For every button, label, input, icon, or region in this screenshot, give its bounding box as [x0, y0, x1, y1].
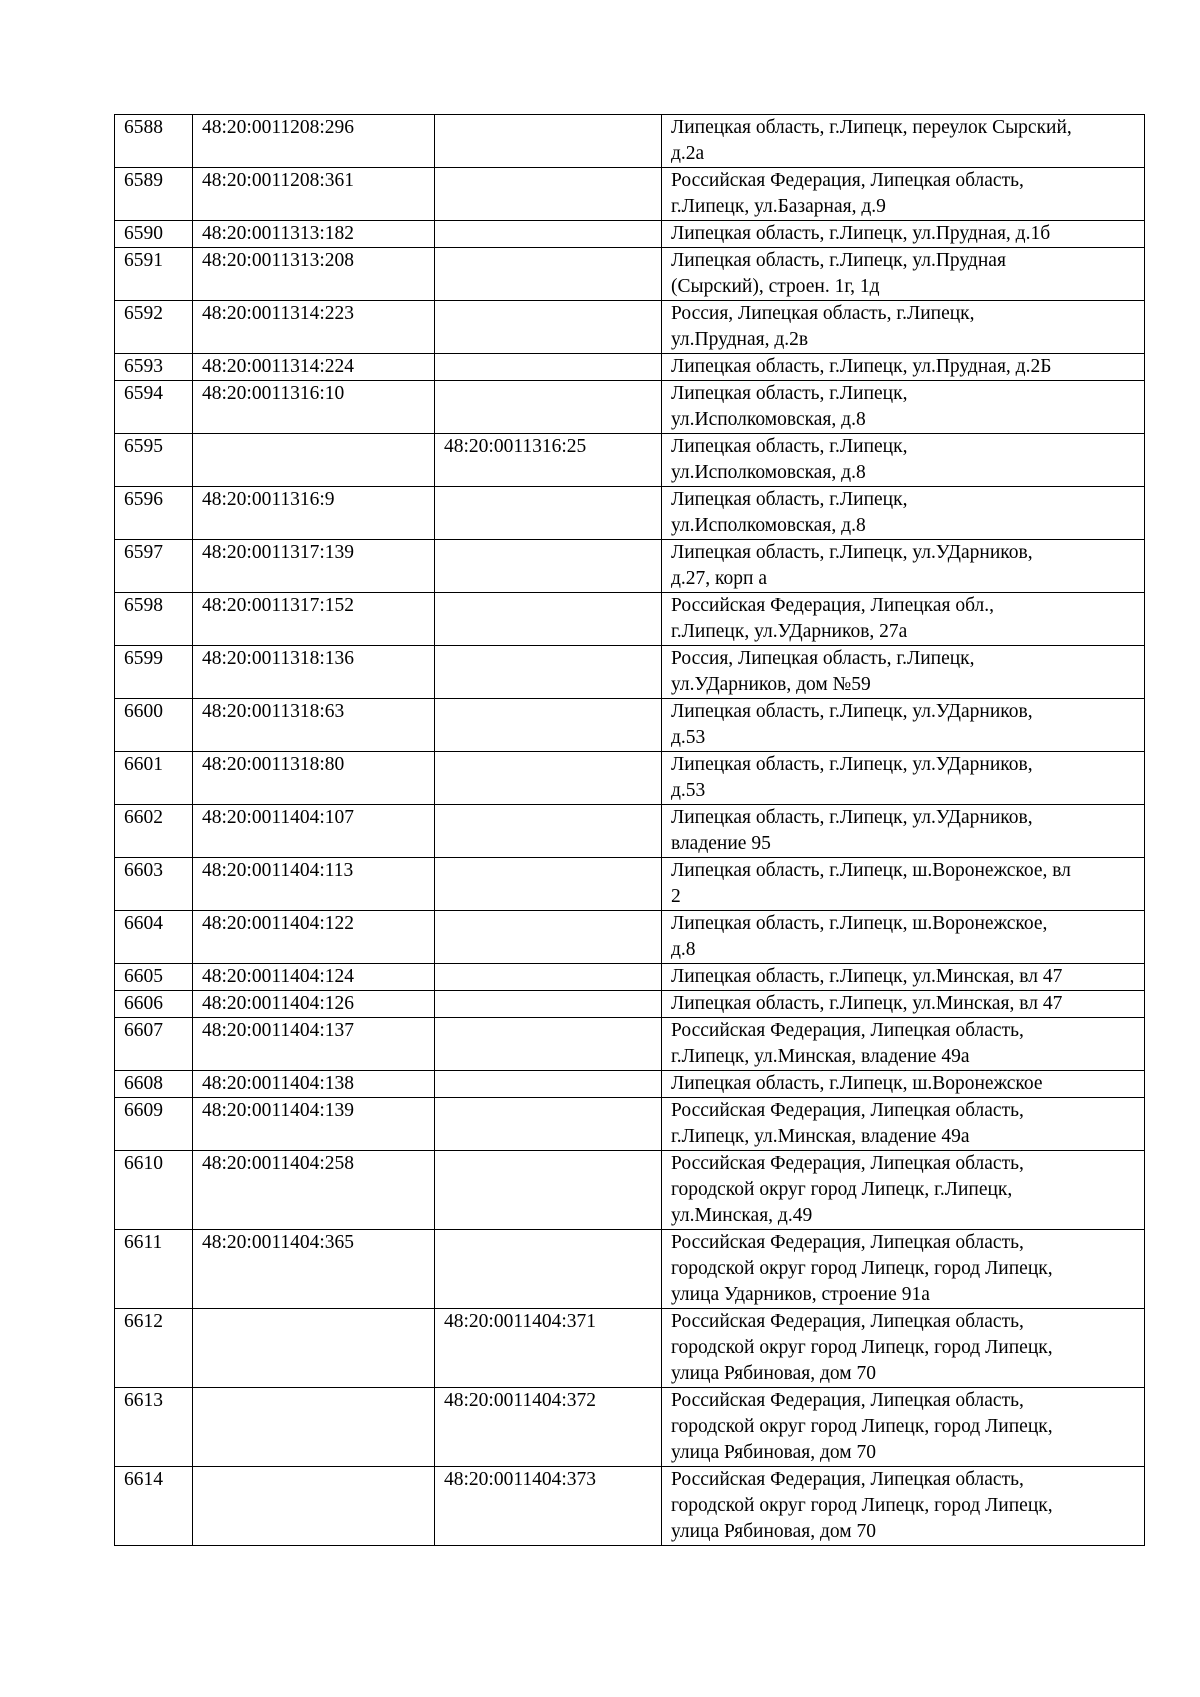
related-cadastral-number-cell: 48:20:0011316:25 — [435, 434, 662, 487]
table-row — [115, 301, 1145, 354]
address-cell: Липецкая область, г.Липецк, ш.Воронежское — [662, 1071, 1145, 1098]
related-cadastral-number-cell — [435, 699, 662, 752]
table-row — [115, 1071, 1145, 1098]
table-row — [115, 699, 1145, 752]
row-number-cell: 6591 — [115, 248, 193, 301]
cadastral-number-cell: 48:20:0011404:122 — [193, 911, 435, 964]
table-row — [115, 1388, 1145, 1467]
table-row — [115, 1467, 1145, 1546]
related-cadastral-number-cell — [435, 248, 662, 301]
address-cell: Российская Федерация, Липецкая область, городской округ город Липецк, город Липецк, улица Ударников, строение 91а — [662, 1230, 1145, 1309]
table-row — [115, 221, 1145, 248]
related-cadastral-number-cell — [435, 221, 662, 248]
related-cadastral-number-cell — [435, 991, 662, 1018]
row-number-cell: 6594 — [115, 381, 193, 434]
cadastral-number-cell: 48:20:0011314:224 — [193, 354, 435, 381]
cadastral-number-cell: 48:20:0011313:182 — [193, 221, 435, 248]
address-cell: Российская Федерация, Липецкая область, г.Липецк, ул.Базарная, д.9 — [662, 168, 1145, 221]
cadastral-number-cell: 48:20:0011404:124 — [193, 964, 435, 991]
address-cell: Россия, Липецкая область, г.Липецк, ул.УДарников, дом №59 — [662, 646, 1145, 699]
related-cadastral-number-cell — [435, 964, 662, 991]
address-cell: Липецкая область, г.Липецк, переулок Сырский, д.2а — [662, 115, 1145, 168]
address-cell: Липецкая область, г.Липецк, ул.Прудная, д.1б — [662, 221, 1145, 248]
row-number-cell: 6600 — [115, 699, 193, 752]
table-row — [115, 487, 1145, 540]
cadastral-number-cell: 48:20:0011318:63 — [193, 699, 435, 752]
cadastral-number-cell: 48:20:0011314:223 — [193, 301, 435, 354]
address-cell: Липецкая область, г.Липецк, ш.Воронежское, д.8 — [662, 911, 1145, 964]
address-cell: Липецкая область, г.Липецк, ул.УДарников, д.27, корп а — [662, 540, 1145, 593]
cadastral-number-cell — [193, 1388, 435, 1467]
registry-table-body — [115, 115, 1145, 1546]
cadastral-number-cell: 48:20:0011317:139 — [193, 540, 435, 593]
row-number-cell: 6613 — [115, 1388, 193, 1467]
related-cadastral-number-cell — [435, 354, 662, 381]
row-number-cell: 6589 — [115, 168, 193, 221]
cadastral-number-cell: 48:20:0011404:139 — [193, 1098, 435, 1151]
table-row — [115, 1151, 1145, 1230]
table-row — [115, 1018, 1145, 1071]
cadastral-number-cell: 48:20:0011318:80 — [193, 752, 435, 805]
cadastral-number-cell — [193, 1309, 435, 1388]
row-number-cell: 6605 — [115, 964, 193, 991]
row-number-cell: 6606 — [115, 991, 193, 1018]
row-number-cell: 6593 — [115, 354, 193, 381]
cadastral-number-cell — [193, 434, 435, 487]
row-number-cell: 6608 — [115, 1071, 193, 1098]
row-number-cell: 6590 — [115, 221, 193, 248]
cadastral-number-cell: 48:20:0011404:365 — [193, 1230, 435, 1309]
related-cadastral-number-cell — [435, 540, 662, 593]
row-number-cell: 6614 — [115, 1467, 193, 1546]
related-cadastral-number-cell — [435, 858, 662, 911]
related-cadastral-number-cell: 48:20:0011404:372 — [435, 1388, 662, 1467]
row-number-cell: 6610 — [115, 1151, 193, 1230]
related-cadastral-number-cell: 48:20:0011404:371 — [435, 1309, 662, 1388]
cadastral-number-cell: 48:20:0011208:296 — [193, 115, 435, 168]
address-cell: Липецкая область, г.Липецк, ул.Прудная (Сырский), строен. 1г, 1д — [662, 248, 1145, 301]
related-cadastral-number-cell — [435, 1071, 662, 1098]
table-row — [115, 991, 1145, 1018]
row-number-cell: 6603 — [115, 858, 193, 911]
row-number-cell: 6598 — [115, 593, 193, 646]
address-cell: Липецкая область, г.Липецк, ул.УДарников, д.53 — [662, 699, 1145, 752]
address-cell: Липецкая область, г.Липецк, ш.Воронежское, вл 2 — [662, 858, 1145, 911]
cadastral-number-cell: 48:20:0011404:113 — [193, 858, 435, 911]
address-cell: Липецкая область, г.Липецк, ул.Исполкомовская, д.8 — [662, 487, 1145, 540]
table-row — [115, 540, 1145, 593]
cadastral-number-cell: 48:20:0011404:126 — [193, 991, 435, 1018]
related-cadastral-number-cell — [435, 593, 662, 646]
table-row — [115, 1309, 1145, 1388]
registry-table — [114, 114, 1145, 1546]
table-row — [115, 858, 1145, 911]
address-cell: Липецкая область, г.Липецк, ул.Исполкомовская, д.8 — [662, 434, 1145, 487]
address-cell: Российская Федерация, Липецкая область, городской округ город Липецк, город Липецк, улица Рябиновая, дом 70 — [662, 1388, 1145, 1467]
row-number-cell: 6612 — [115, 1309, 193, 1388]
cadastral-number-cell: 48:20:0011318:136 — [193, 646, 435, 699]
address-cell: Российская Федерация, Липецкая область, городской округ город Липецк, г.Липецк, ул.Минская, д.49 — [662, 1151, 1145, 1230]
table-row — [115, 1230, 1145, 1309]
row-number-cell: 6611 — [115, 1230, 193, 1309]
address-cell: Российская Федерация, Липецкая область, г.Липецк, ул.Минская, владение 49а — [662, 1098, 1145, 1151]
row-number-cell: 6596 — [115, 487, 193, 540]
address-cell: Липецкая область, г.Липецк, ул.Минская, вл 47 — [662, 964, 1145, 991]
cadastral-number-cell: 48:20:0011404:137 — [193, 1018, 435, 1071]
table-row — [115, 752, 1145, 805]
address-cell: Липецкая область, г.Липецк, ул.УДарников, владение 95 — [662, 805, 1145, 858]
related-cadastral-number-cell — [435, 1151, 662, 1230]
table-row — [115, 354, 1145, 381]
address-cell: Липецкая область, г.Липецк, ул.Минская, вл 47 — [662, 991, 1145, 1018]
address-cell: Липецкая область, г.Липецк, ул.Исполкомовская, д.8 — [662, 381, 1145, 434]
address-cell: Российская Федерация, Липецкая область, городской округ город Липецк, город Липецк, улица Рябиновая, дом 70 — [662, 1467, 1145, 1546]
row-number-cell: 6604 — [115, 911, 193, 964]
cadastral-number-cell: 48:20:0011404:258 — [193, 1151, 435, 1230]
related-cadastral-number-cell — [435, 381, 662, 434]
cadastral-number-cell: 48:20:0011404:107 — [193, 805, 435, 858]
address-cell: Российская Федерация, Липецкая обл., г.Липецк, ул.УДарников, 27а — [662, 593, 1145, 646]
row-number-cell: 6609 — [115, 1098, 193, 1151]
cadastral-number-cell: 48:20:0011316:9 — [193, 487, 435, 540]
cadastral-number-cell: 48:20:0011313:208 — [193, 248, 435, 301]
row-number-cell: 6599 — [115, 646, 193, 699]
address-cell: Липецкая область, г.Липецк, ул.УДарников, д.53 — [662, 752, 1145, 805]
cadastral-number-cell: 48:20:0011316:10 — [193, 381, 435, 434]
address-cell: Российская Федерация, Липецкая область, г.Липецк, ул.Минская, владение 49а — [662, 1018, 1145, 1071]
row-number-cell: 6601 — [115, 752, 193, 805]
table-row — [115, 434, 1145, 487]
related-cadastral-number-cell — [435, 805, 662, 858]
related-cadastral-number-cell — [435, 646, 662, 699]
address-cell: Российская Федерация, Липецкая область, городской округ город Липецк, город Липецк, улица Рябиновая, дом 70 — [662, 1309, 1145, 1388]
cadastral-number-cell: 48:20:0011317:152 — [193, 593, 435, 646]
related-cadastral-number-cell — [435, 752, 662, 805]
related-cadastral-number-cell — [435, 487, 662, 540]
related-cadastral-number-cell: 48:20:0011404:373 — [435, 1467, 662, 1546]
related-cadastral-number-cell — [435, 301, 662, 354]
related-cadastral-number-cell — [435, 115, 662, 168]
related-cadastral-number-cell — [435, 1018, 662, 1071]
address-cell: Липецкая область, г.Липецк, ул.Прудная, д.2Б — [662, 354, 1145, 381]
related-cadastral-number-cell — [435, 1098, 662, 1151]
address-cell: Россия, Липецкая область, г.Липецк, ул.Прудная, д.2в — [662, 301, 1145, 354]
table-row — [115, 805, 1145, 858]
related-cadastral-number-cell — [435, 911, 662, 964]
row-number-cell: 6592 — [115, 301, 193, 354]
row-number-cell: 6607 — [115, 1018, 193, 1071]
cadastral-number-cell: 48:20:0011208:361 — [193, 168, 435, 221]
related-cadastral-number-cell — [435, 1230, 662, 1309]
table-row — [115, 1098, 1145, 1151]
table-row — [115, 168, 1145, 221]
table-row — [115, 593, 1145, 646]
table-row — [115, 381, 1145, 434]
table-row — [115, 248, 1145, 301]
row-number-cell: 6602 — [115, 805, 193, 858]
related-cadastral-number-cell — [435, 168, 662, 221]
table-row — [115, 964, 1145, 991]
cadastral-number-cell: 48:20:0011404:138 — [193, 1071, 435, 1098]
cadastral-number-cell — [193, 1467, 435, 1546]
table-row — [115, 115, 1145, 168]
row-number-cell: 6588 — [115, 115, 193, 168]
row-number-cell: 6595 — [115, 434, 193, 487]
row-number-cell: 6597 — [115, 540, 193, 593]
table-row — [115, 646, 1145, 699]
table-row — [115, 911, 1145, 964]
